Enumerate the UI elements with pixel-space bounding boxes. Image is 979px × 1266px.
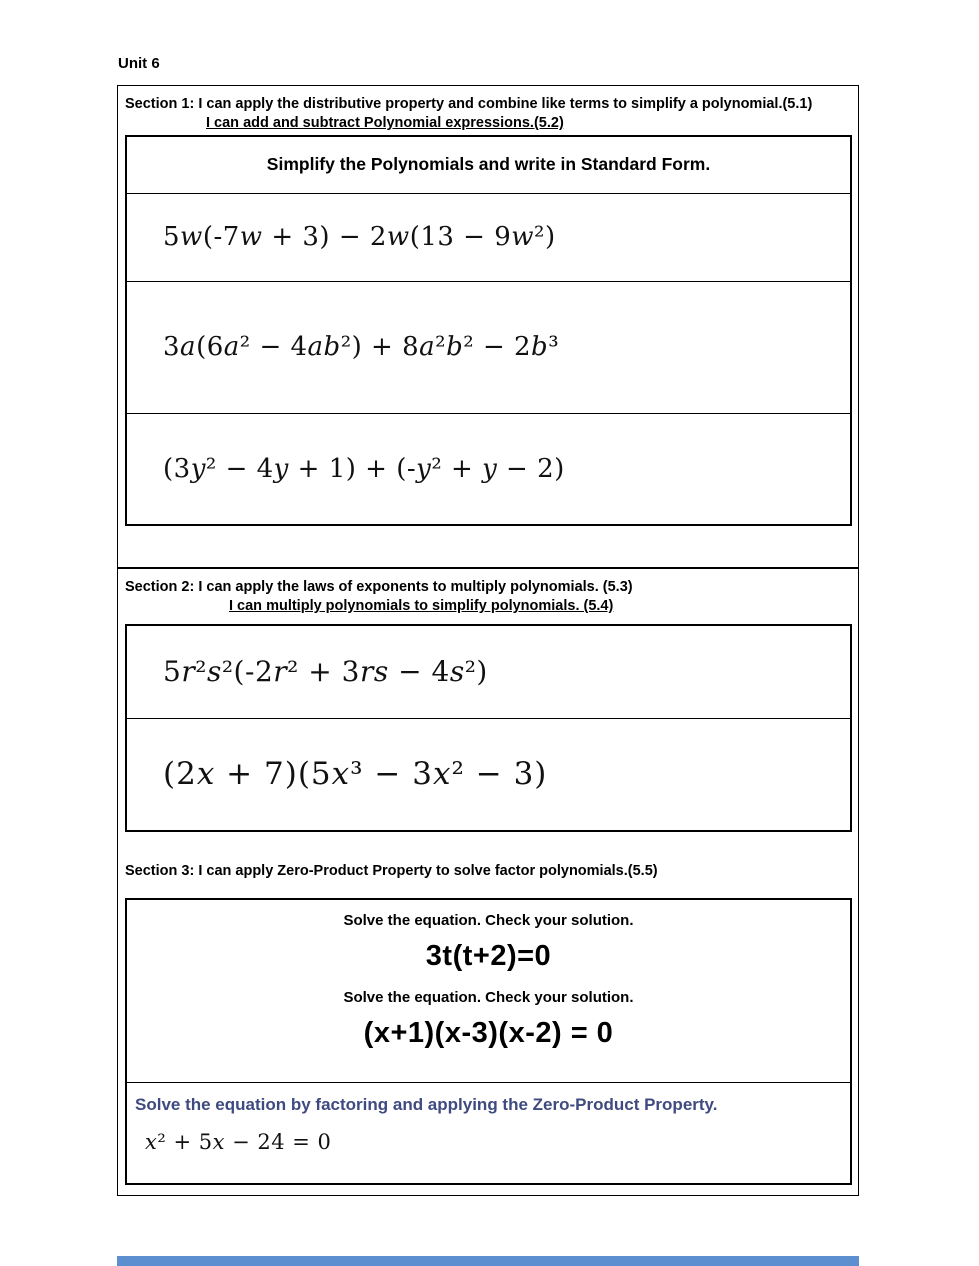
factor-prompt: Solve the equation by factoring and applying the Zero-Product Property. bbox=[135, 1094, 718, 1114]
simplify-table bbox=[125, 135, 852, 526]
expression-cell-3 bbox=[126, 413, 851, 525]
math-expression-5: (2x + 7)(5x³ − 3x² − 3) bbox=[163, 756, 548, 793]
math-expression-1: 5w(-7w + 3) − 2w(13 − 9w²) bbox=[163, 222, 556, 252]
table-row bbox=[126, 193, 851, 281]
unit-label: Unit 6 bbox=[118, 55, 160, 72]
math-expression-2: 3a(6a² − 4ab²) + 8a²b² − 2b³ bbox=[163, 332, 560, 362]
expression-cell-2 bbox=[126, 281, 851, 413]
zero-product-table bbox=[125, 898, 852, 1185]
expression-cell-5 bbox=[126, 718, 851, 831]
table-header-row bbox=[126, 136, 851, 193]
multiply-table bbox=[125, 624, 852, 832]
solve-prompt-2: Solve the equation. Check your solution. bbox=[343, 989, 634, 1006]
table-row bbox=[126, 899, 851, 1082]
worksheet-body bbox=[117, 85, 859, 1196]
table-row bbox=[126, 281, 851, 413]
table-row bbox=[126, 413, 851, 525]
next-element-top-edge bbox=[117, 1256, 859, 1266]
equation-1: 3t(t+2)=0 bbox=[425, 940, 552, 972]
section2-subheading: I can multiply polynomials to simplify polynomials. (5.4) bbox=[229, 598, 614, 614]
section1-subheading: I can add and subtract Polynomial expressions.(5.2) bbox=[206, 115, 564, 131]
expression-cell-1 bbox=[126, 193, 851, 281]
section-2-and-3 bbox=[118, 569, 858, 1195]
factor-cell bbox=[126, 1082, 851, 1184]
solve-prompt-1: Solve the equation. Check your solution. bbox=[343, 912, 634, 929]
section3-heading: Section 3: I can apply Zero-Product Property to solve factor polynomials.(5.5) bbox=[125, 863, 658, 879]
math-expression-4: 5r²s²(-2r² + 3rs − 4s²) bbox=[163, 655, 488, 689]
table-row bbox=[126, 625, 851, 718]
simplify-table-header: Simplify the Polynomials and write in Standard Form. bbox=[126, 136, 851, 193]
math-expression-3: (3y² − 4y + 1) + (-y² + y − 2) bbox=[163, 453, 565, 484]
table-row bbox=[126, 1082, 851, 1184]
section2-heading: Section 2: I can apply the laws of exponents to multiply polynomials. (5.3) bbox=[125, 579, 633, 595]
section1-heading: Section 1: I can apply the distributive property and combine like terms to simplify a polynomial.(5.1) bbox=[125, 96, 813, 112]
expression-cell-4 bbox=[126, 625, 851, 718]
section-1 bbox=[118, 86, 858, 569]
table-row bbox=[126, 718, 851, 831]
equation-3: x² + 5x − 24 = 0 bbox=[145, 1129, 332, 1154]
equation-2: (x+1)(x-3)(x-2) = 0 bbox=[363, 1017, 614, 1049]
solve-equations-cell bbox=[126, 899, 851, 1082]
